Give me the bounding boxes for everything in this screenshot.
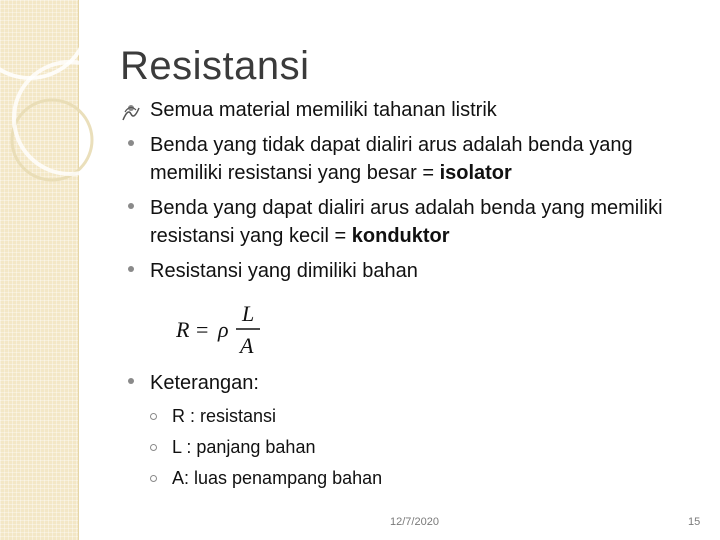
definition-text: A: luas penampang bahan <box>172 468 383 488</box>
formula-rho: ρ <box>218 317 229 342</box>
slide-number: 15 <box>688 516 701 528</box>
bullet-item <box>128 96 698 124</box>
bullet-item <box>128 257 698 285</box>
definition-item <box>150 404 698 428</box>
bullet-text: Semua material memiliki tahanan listrik <box>150 99 497 121</box>
bullet-dot-icon <box>128 378 134 384</box>
footer-date: 12/7/2020 <box>390 516 439 528</box>
bullet-dot-icon <box>128 266 134 272</box>
formula-equals: = <box>196 317 209 342</box>
formula-denominator: A <box>240 333 254 358</box>
bullet-item <box>128 131 698 187</box>
formula-graphic <box>176 299 276 359</box>
resistance-formula <box>176 299 698 359</box>
bullet-dot-icon <box>128 140 134 146</box>
decorative-circles <box>0 0 140 200</box>
slide-content <box>128 96 698 497</box>
bullet-text: Benda yang tidak dapat dialiri arus adalah benda yang memiliki resistansi yang besar = <box>150 134 633 184</box>
definition-text: L : panjang bahan <box>172 437 316 457</box>
definition-item <box>150 435 698 459</box>
definition-text: R : resistansi <box>172 406 277 426</box>
bullet-item <box>128 369 698 397</box>
bullet-text: Benda yang dapat dialiri arus adalah benda yang memiliki resistansi yang kecil = <box>150 197 663 247</box>
definition-item <box>150 466 698 490</box>
bullet-text: Resistansi yang dimiliki bahan <box>150 260 418 282</box>
bullet-dot-icon <box>128 203 134 209</box>
sub-bullet-icon <box>150 413 157 420</box>
formula-numerator: L <box>242 301 255 326</box>
slide-title: Resistansi <box>120 44 310 88</box>
bullet-text: Keterangan: <box>150 372 259 394</box>
sub-bullet-icon <box>150 444 157 451</box>
placeholder-glyph-icon <box>120 102 142 124</box>
formula-lhs: R <box>176 317 190 342</box>
bullet-keyword: konduktor <box>351 225 450 247</box>
bullet-item <box>128 194 698 250</box>
definition-list <box>150 404 698 490</box>
sub-bullet-icon <box>150 475 157 482</box>
bullet-keyword: isolator <box>439 162 512 184</box>
